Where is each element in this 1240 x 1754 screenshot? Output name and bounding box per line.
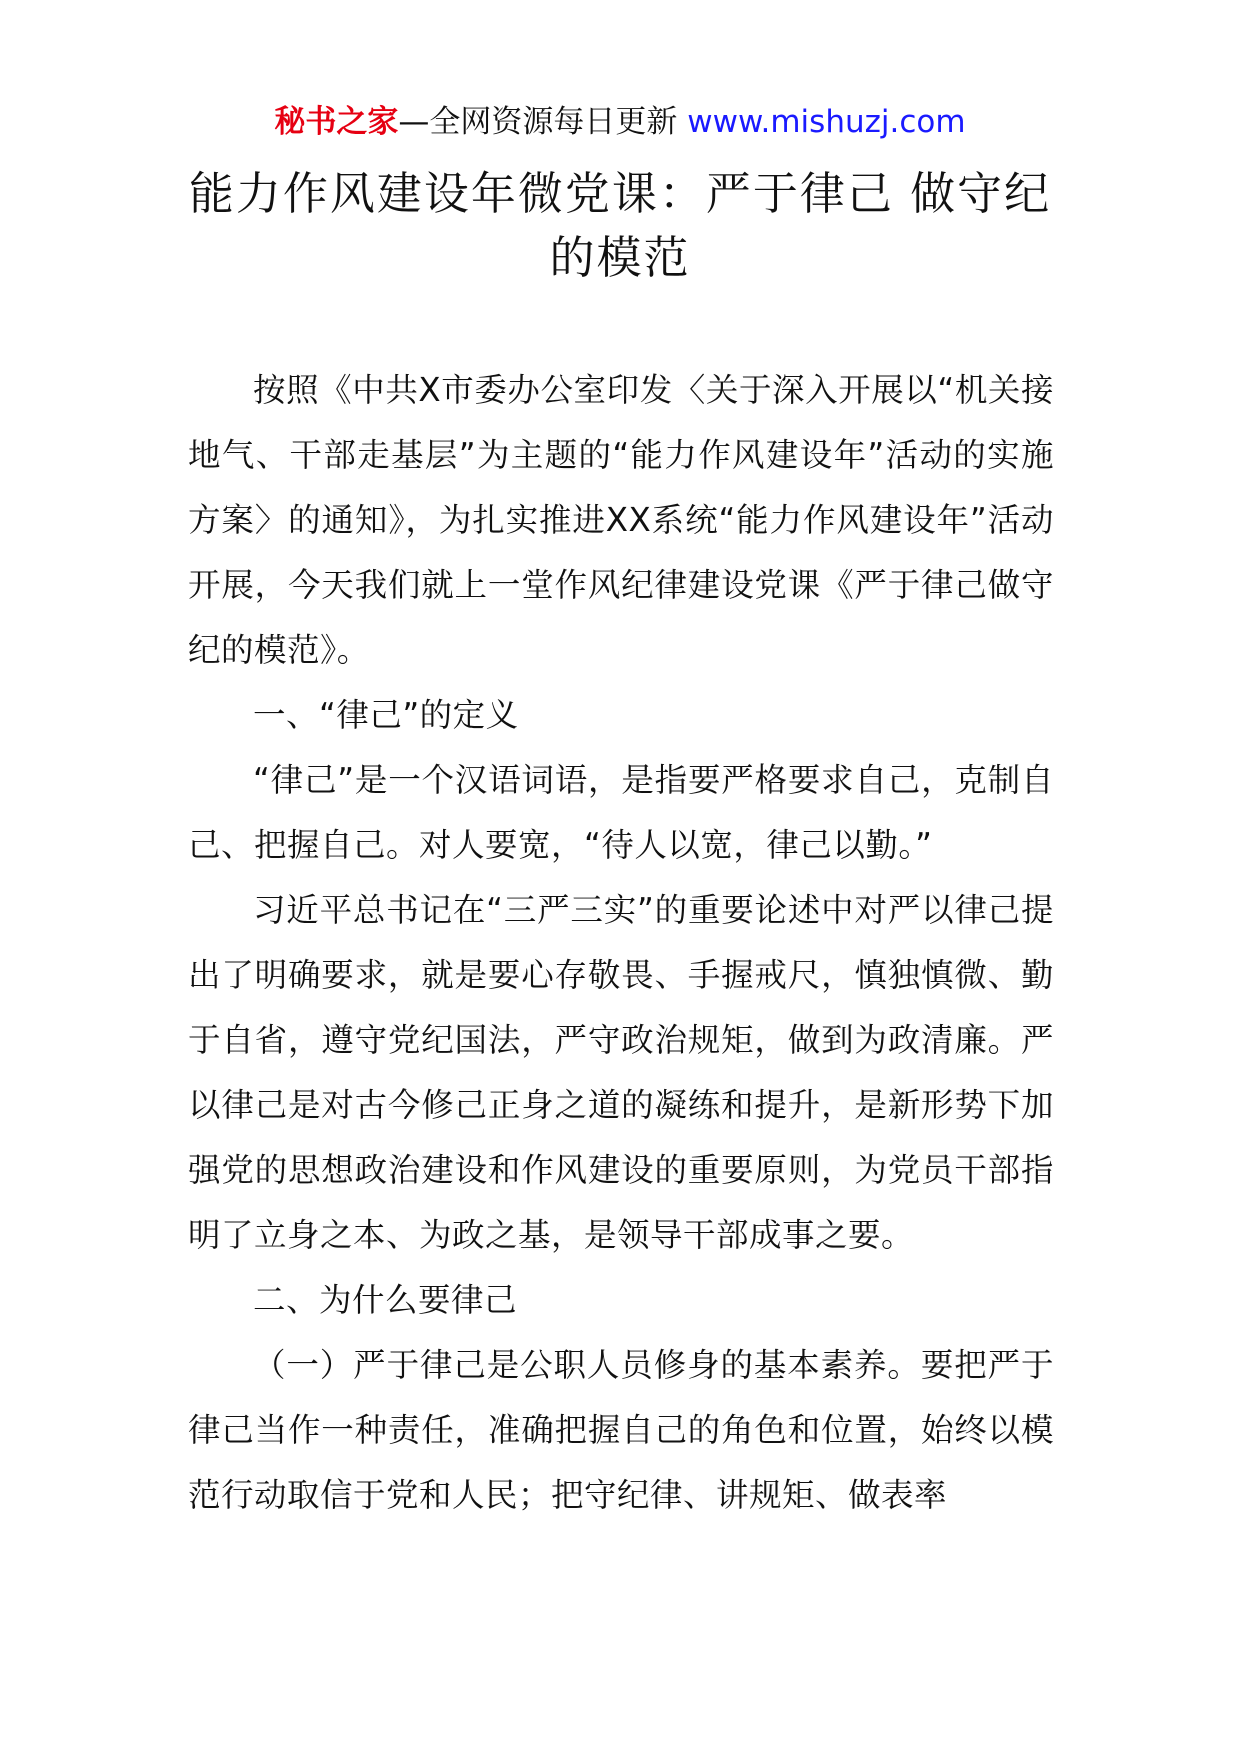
- site-slogan: —全网资源每日更新: [398, 104, 678, 140]
- site-url-link[interactable]: www.mishuzj.com: [687, 104, 966, 140]
- site-brand: 秘书之家: [274, 104, 399, 140]
- document-title: 能力作风建设年微党课：严于律己 做守纪的模范: [188, 167, 1052, 284]
- site-header: [0, 102, 1240, 142]
- paragraph-intro: 按照《中共X市委办公室印发〈关于深入开展以“机关接地气、干部走基层”为主题的“能力作风建设年”活动的实施方案〉的通知》，为扎实推进XX系统“能力作风建设年”活动开展，今天我们就上一堂作风纪律建设党课《严于律己做守纪的模范》。: [188, 371, 1054, 669]
- section-heading-why: 二、为什么要律己: [253, 1281, 518, 1319]
- section-heading-definition: 一、“律己”的定义: [253, 696, 519, 734]
- paragraph-definition: “律己”是一个汉语词语，是指要严格要求自己，克制自己、把握自己。对人要宽，“待人以宽，律己以勤。”: [188, 761, 1054, 864]
- document-body: [188, 358, 1054, 1528]
- paragraph-requirements: 习近平总书记在“三严三实”的重要论述中对严以律己提出了明确要求，就是要心存敬畏、手握戒尺，慎独慎微、勤于自省，遵守党纪国法，严守政治规矩，做到为政清廉。严以律己是对古今修己正身之道的凝练和提升，是新形势下加强党的思想政治建设和作风建设的重要原则，为党员干部指明了立身之本、为政之基，是领导干部成事之要。: [188, 891, 1054, 1254]
- paragraph-why-1: （一）严于律己是公职人员修身的基本素养。要把严于律己当作一种责任，准确把握自己的角色和位置，始终以模范行动取信于党和人民；把守纪律、讲规矩、做表率: [188, 1346, 1054, 1514]
